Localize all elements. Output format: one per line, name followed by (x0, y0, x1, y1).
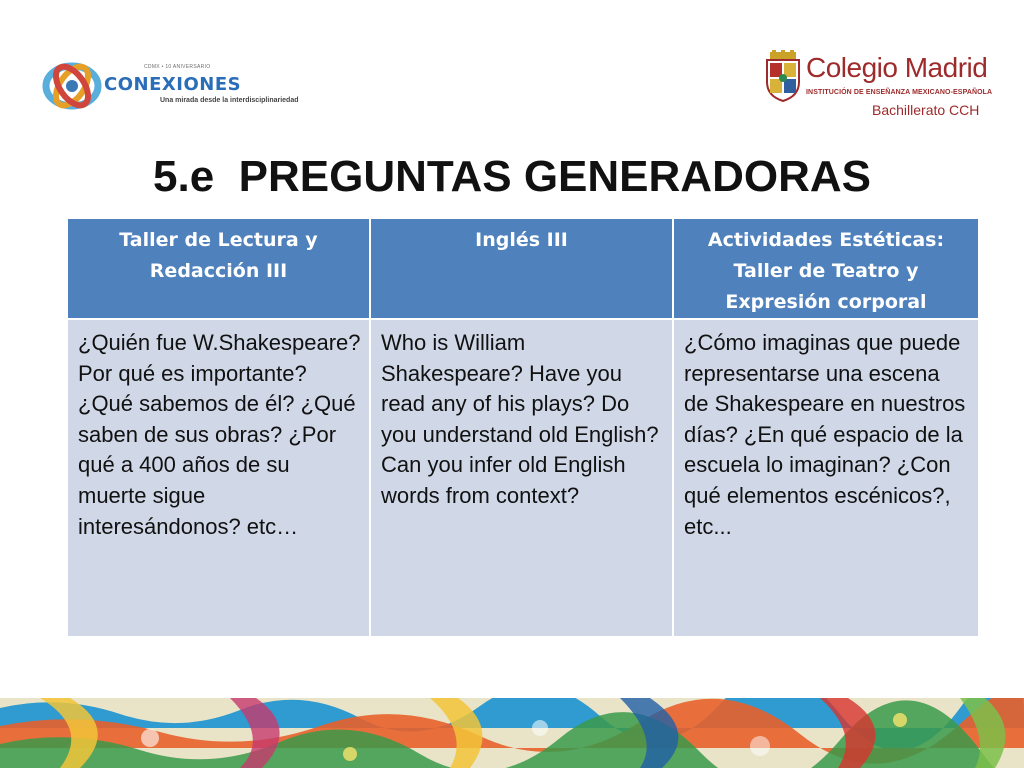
header-ingles: Inglés III (370, 218, 673, 319)
colegio-madrid-crest-icon (764, 50, 802, 102)
cell-lectura-redaccion-questions: ¿Quién fue W.Shakespeare? Por qué es importante? ¿Qué sabemos de él? ¿Qué saben de sus obras? ¿Por qué a 400 años de su muerte sigue interesándonos? etc… (67, 319, 370, 637)
conexiones-logo (40, 58, 299, 114)
table-header-row (67, 218, 979, 319)
page-title: 5.e PREGUNTAS GENERADORAS (153, 152, 871, 201)
questions-table (66, 217, 980, 638)
school-name: Colegio Madrid (806, 52, 988, 83)
cell-actividades-esteticas-questions: ¿Cómo imaginas que puede representarse una escena de Shakespeare en nuestros días? ¿En qué espacio de la escuela lo imaginan? ¿Con qué elementos escénicos?, etc... (673, 319, 979, 637)
header-actividades-esteticas: Actividades Estéticas: Taller de Teatro y Expresión corporal (673, 218, 979, 319)
logo-wordmark: CONEXIONES (104, 74, 242, 95)
cell-ingles-questions: Who is William Shakespeare? Have you read any of his plays? Do you understand old English? Can you infer old English words from context? (370, 319, 673, 637)
program-name: Bachillerato CCH (872, 102, 980, 118)
logo-tagline: Una mirada desde la interdisciplinariedad (160, 97, 299, 104)
colegio-madrid-logo (762, 48, 993, 122)
logo-eyebrow: CDMX • 10 ANIVERSARIO (144, 64, 211, 70)
institution-line: INSTITUCIÓN DE ENSEÑANZA MEXICANO-ESPAÑOLA (806, 89, 993, 96)
conexiones-knot-icon (40, 58, 104, 114)
header-lectura-redaccion: Taller de Lectura y Redacción III (67, 218, 370, 319)
table-row (67, 319, 979, 637)
decorative-art-band (0, 698, 1024, 768)
